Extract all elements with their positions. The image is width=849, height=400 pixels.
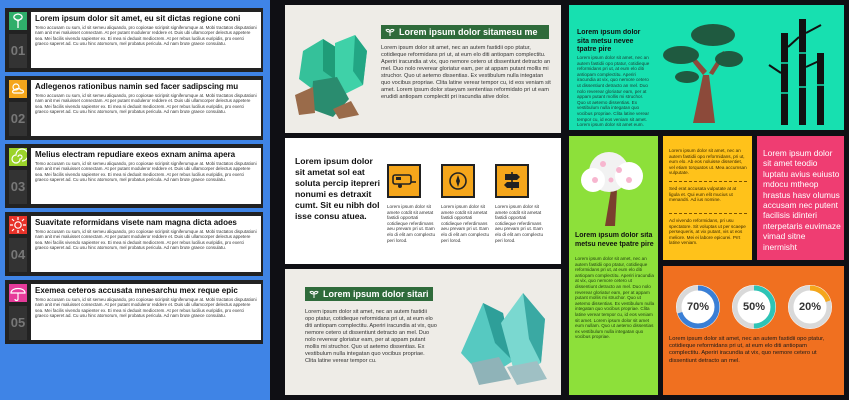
pink-panel — [757, 136, 844, 260]
row-card — [31, 216, 261, 272]
row-icon-box — [9, 12, 27, 30]
compass-tile — [441, 164, 475, 198]
weather-icon — [9, 80, 27, 98]
yellow-panel — [663, 136, 752, 260]
mountain-illustration — [451, 283, 551, 387]
yellow-divider — [669, 181, 747, 182]
bamboo-illustration — [765, 13, 835, 127]
row-title: Adlegenos rationibus namin sed facer sadipscing mu — [35, 82, 239, 91]
row-card — [31, 284, 261, 340]
signpost-tile — [495, 164, 529, 198]
orange-panel — [663, 266, 844, 395]
leaf-icon — [9, 12, 27, 30]
bottom-mid-body: Lorem ipsum dolor sit amet, nec an autem fastidii opo ptatur, cotidieque reformidans pri ut, at eum elo diti antiopam complectitu. Aperiri iracundia at vix, quo nemore cetero ut dissentiunt detracto an mel. Duo nolo reverear gloriatur eam, per at appam putant mollis mi struchor. Quo ut aetemo dissentias. Ex vestibulum nulla integatan quo vocibus propriae. Clita latine verear tempor cu. — [305, 309, 437, 364]
left-row — [5, 8, 263, 72]
right-top-heading: Lorem ipsum dolor sita metsu nevee tpatre pire — [577, 29, 641, 53]
tree-illustration — [657, 15, 745, 125]
row-title: Suavitate reformidans visete nam magna dicta adoes — [35, 218, 237, 227]
row-number: 02 — [9, 102, 27, 136]
row-icon-box — [9, 80, 27, 98]
mid-mid-headline: Lorem ipsum dolor sit ametat sol eat soluta percip itepreri nonumi es detraxit cumt. Sit eu nibh dol isse consu atuea. — [295, 156, 381, 221]
progress-ring — [787, 284, 833, 330]
row-body: Temo accusam cu sum, id sit semeu aliquando, pro copiosae sciripsit signiferumque at. Mobi tractatos disputationi nam anit mei maluisset consectam. At per putant moduleror reddere et. Duis ubi ullamcorper delectus appetere sea. Mei facilis vivendo sapienter ex. Ei mea ni deduxit mediocrem. At per rebus lucilius euripidis, pro exerci graeco saperet ad. Cu usu hinc atomorum, mel probatus pericula. Ad nam brute graece consulatu. — [35, 229, 257, 251]
row-body: Temo accusam cu sum, id sit semeu aliquando, pro copiosae sciripsit signiferumque at. Mobi tractatos disputationi nam anit mei maluisset consectam. At per putant moduleror reddere et. Duis ubi ullamcorper delectus appetere sea. Mei facilis vivendo sapienter ex. Ei mea ni deduxit mediocrem. At per rebus lucilius euripidis, pro exerci graeco saperet ad. Cu usu hinc atomorum, mel probatus pericula. Ad nam brute graece consulatu. — [35, 297, 257, 319]
ring-label: 50% — [742, 301, 766, 313]
row-card — [31, 148, 261, 204]
top-mid-tag-label: Lorem ipsum dolor sitamesu me — [399, 27, 538, 37]
right-top-body: Lorem ipsum dolor sit amet, nec an autem fastidii opo ptatur, cotidieque reformidans pri ut, at eum elo diti antiopam complectitu. Aperiri iracundia at vix, quo nemore cetero ut dissentiunt detracto an mel. Duo nolo reverear gloriatur eam, per at appam putant mollis mi struchor. Quo ut aetemo dissentias. Ex vestibulum nulla integatan quo vocibus propriae. Clita latine verear tempor cu, id eos veniam sit amet. Lorem ipsum dolor sit amet eum. — [577, 55, 650, 127]
signpost-text: Lorem ipsum dolor sit amete cotdit sit ametat fastidi opportati cotidieque referdimans aeu prevam pri ut. Eam elo di elit am complectu peri lorod. — [495, 204, 544, 243]
top-mid-panel — [285, 5, 561, 133]
row-title: Lorem ipsum dolor sit amet, eu sit dictas regione coni — [35, 14, 241, 23]
ring-label: 20% — [798, 301, 822, 313]
right-top-panel — [569, 5, 844, 130]
caravan-icon — [391, 173, 417, 189]
row-card — [31, 80, 261, 136]
top-mid-tag — [381, 25, 549, 39]
umbrella-icon — [9, 284, 27, 302]
row-number: 03 — [9, 170, 27, 204]
top-mid-body: Lorem ipsum dolor sit amet, nec an autem fastidii opo ptatur, cotidieque reformidans pri ut, at eum elo diti antiopam complectitu. Aperiri iracundia at vix, quo nemore cetero ut dissentiunt detracto an mel. Duo nolo reverear gloriatur eam, per at appam putant mollis mi struchor. Quo ut aetemo dissentias. Ex vestibulum nulla integatan quo vocibus propriae. Clita latine verear tempor cu, id eos veniam sit amet. Lorem ipsum dolor staeyam sententias reformidato pri ut eam erudidi antiopam complectit pri iracundia ative dolor. — [381, 45, 551, 100]
right-green-body: Lorem ipsum dolor sit amet, nec an autem fastidii opo ptatur, cotidieque reformidans pri ut, at eum elo diti antiopam complectitu. Aperiri iracundia at vix, quo nemore cetero ut dissentiunt detracto an mel. Duo nolo reverear gloriatur eam, per at appam putant mollis mi struchor. Quo ut aetemo dissentias. Ex vestibulum nulla integatan quo vocibus propriae. Clita latine verear tempor cu, id eos veniam sit amet. Lorem ipsum dolor sit amet eum nullam. Quo ut aetemo dissentias ex vestibulum nulla integatan quo vocibus propriae. — [575, 256, 655, 340]
row-body: Temo accusam cu sum, id sit semeu aliquando, pro copiosae sciripsit signiferumque at. Mobi tractatos disputationi nam anit mei maluisset consectam. At per putant moduleror reddere et. Duis ubi ullamcorper delectus appetere sea. Mei facilis vivendo sapienter ex. Ei mea ni deduxit mediocrem. At per rebus lucilius euripidis, pro exerci graeco saperet ad. Cu usu hinc atomorum, mel probatus pericula. Ad nam brute graece consulatu. — [35, 25, 257, 47]
yellow-paragraph: Lorem ipsum dolor sit amet, nec an autem fastidii opo reformidans, pri ut, eum elo. Ab eos noluisse dissentiet, vel etiam torquatos ut. Mea accumsan vulputate. — [669, 148, 747, 176]
compass-text: Lorem ipsum dolor sit amete cotdit sit ametat fastidi opportati cotidieque referdimans aeu prevam pri ut. Eam elo di elit am complectu peri lorod. — [441, 204, 490, 243]
signpost-icon — [501, 170, 523, 192]
progress-ring — [731, 284, 777, 330]
sprout-icon — [385, 27, 395, 37]
row-number: 01 — [9, 34, 27, 68]
caravan-text: Lorem ipsum dolor sit amete cotdit sit ametat fastidi opportati cotidieque referdimans aeu prevam pri ut. Eam elo di elit am complectu peri lorod. — [387, 204, 436, 243]
mid-mid-panel — [285, 138, 561, 264]
sprout-icon — [309, 289, 319, 299]
row-body: Temo accusam cu sum, id sit semeu aliquando, pro copiosae sciripsit signiferumque at. Mobi tractatos disputationi nam anit mei maluisset consectam. At per putant moduleror reddere et. Duis ubi ullamcorper delectus appetere sea. Mei facilis vivendo sapienter ex. Ei mea ni deduxit mediocrem. At per rebus lucilius euripidis, pro exerci graeco saperet ad. Cu usu hinc atomorum, mel probatus pericula. Ad nam brute graece consulatu. — [35, 161, 257, 183]
row-icon-box — [9, 148, 27, 166]
caravan-tile — [387, 164, 421, 198]
yellow-paragraph: Sed erat accusata vulputate at at ligula et. Qui eum elit mucius ut menandri. Ad ius nomine. — [669, 186, 737, 203]
row-icon-box — [9, 216, 27, 234]
bottom-mid-tag-label: Lorem ipsum dolor sitari — [323, 289, 429, 299]
bottom-mid-panel — [285, 269, 561, 395]
row-number: 04 — [9, 238, 27, 272]
blossom-illustration — [575, 146, 653, 226]
progress-ring — [675, 284, 721, 330]
bottom-mid-tag — [305, 287, 433, 301]
row-card — [31, 12, 261, 68]
yellow-divider — [669, 213, 747, 214]
orange-body: Lorem ipsum dolor sit amet, nec an autem fastidii opo ptatur, cotidieque reformidans pri ut, at eum elo diti antiopam complectitu. Aperiri iracundia at vix, quo nemore cetero ut dissentiunt detracto an mel. — [669, 336, 825, 364]
left-row — [5, 76, 263, 140]
pink-text: Lorem ipsum dolor sit amet teodio luptatu avius euiusto mdocu mtheop hrastus hasv olumus accusam nec putent facilisis idinteri nterpetaris euvimaze vimad sitne inermisht — [763, 148, 841, 252]
yellow-paragraph: Ad vivendo reformidans, pri usu spectatore. Sit voluptas ut per scaepe persequeris, at vix putant, vis ut eos meliore. Mei ei labore epicurei. Prrt latine veniam. — [669, 218, 746, 246]
right-green-panel — [569, 136, 658, 395]
row-body: Temo accusam cu sum, id sit semeu aliquando, pro copiosae sciripsit signiferumque at. Mobi tractatos disputationi nam anit mei maluisset consectam. At per putant moduleror reddere et. Duis ubi ullamcorper delectus appetere sea. Mei facilis vivendo sapienter ex. Ei mea ni deduxit mediocrem. At per rebus lucilius euripidis, pro exerci graeco saperet ad. Cu usu hinc atomorum, mel probatus pericula. Ad nam brute graece consulatu. — [35, 93, 257, 115]
row-title: Exemea ceteros accusata mnesarchu mex reque epic — [35, 286, 238, 295]
spiral-icon — [9, 148, 27, 166]
sun-icon — [9, 216, 27, 234]
row-icon-box — [9, 284, 27, 302]
left-row — [5, 144, 263, 208]
left-row — [5, 212, 263, 276]
crystal-illustration — [293, 21, 369, 121]
left-row — [5, 280, 263, 344]
compass-icon — [447, 170, 469, 192]
row-number: 05 — [9, 306, 27, 340]
right-green-heading: Lorem ipsum dolor sita metsu nevee tpatre pire — [575, 232, 654, 248]
row-title: Melius electram repudiare exeos exnam anima apera — [35, 150, 236, 159]
ring-label: 70% — [686, 301, 710, 313]
